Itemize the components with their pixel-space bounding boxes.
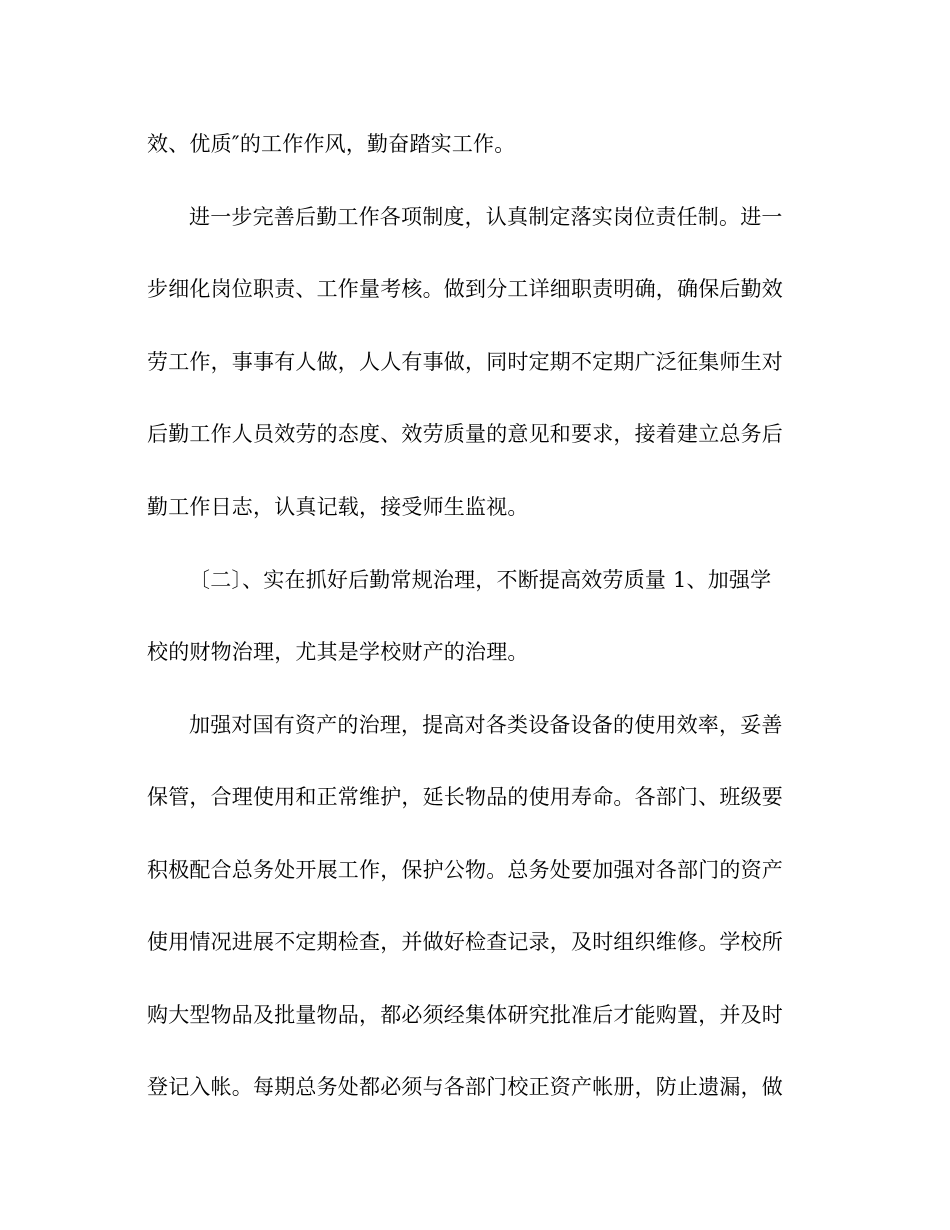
text-line: 购大型物品及批量物品，都必须经集体研究批准后才能购置，并及时 bbox=[147, 1003, 783, 1027]
section-heading-line: 〔二〕、实在抓好后勤常规治理，不断提高效劳质量 1、加强学 bbox=[189, 568, 772, 592]
paragraph-start-line: 加强对国有资产的治理，提高对各类设备设备的使用效率，妥善 bbox=[189, 713, 783, 737]
text-line: 效、优质″的工作作风，勤奋踏实工作。 bbox=[147, 132, 516, 156]
text-line: 后勤工作人员效劳的态度、效劳质量的意见和要求，接着建立总务后 bbox=[147, 422, 783, 446]
text-line: 步细化岗位职责、工作量考核。做到分工详细职责明确，确保后勤效 bbox=[147, 277, 783, 301]
text-line: 劳工作，事事有人做，人人有事做，同时定期不定期广泛征集师生对 bbox=[147, 350, 783, 374]
text-line: 积极配合总务处开展工作，保护公物。总务处要加强对各部门的资产 bbox=[147, 858, 783, 882]
text-line: 使用情况进展不定期检查，并做好检查记录，及时组织维修。学校所 bbox=[147, 930, 783, 954]
text-line: 保管，合理使用和正常维护，延长物品的使用寿命。各部门、班级要 bbox=[147, 785, 783, 809]
text-line: 登记入帐。每期总务处都必须与各部门校正资产帐册，防止遗漏，做 bbox=[147, 1075, 783, 1099]
paragraph-start-line: 进一步完善后勤工作各项制度，认真制定落实岗位责任制。进一 bbox=[189, 205, 783, 229]
text-line: 勤工作日志，认真记载，接受师生监视。 bbox=[147, 495, 529, 519]
text-line: 校的财物治理，尤其是学校财产的治理。 bbox=[147, 640, 529, 664]
